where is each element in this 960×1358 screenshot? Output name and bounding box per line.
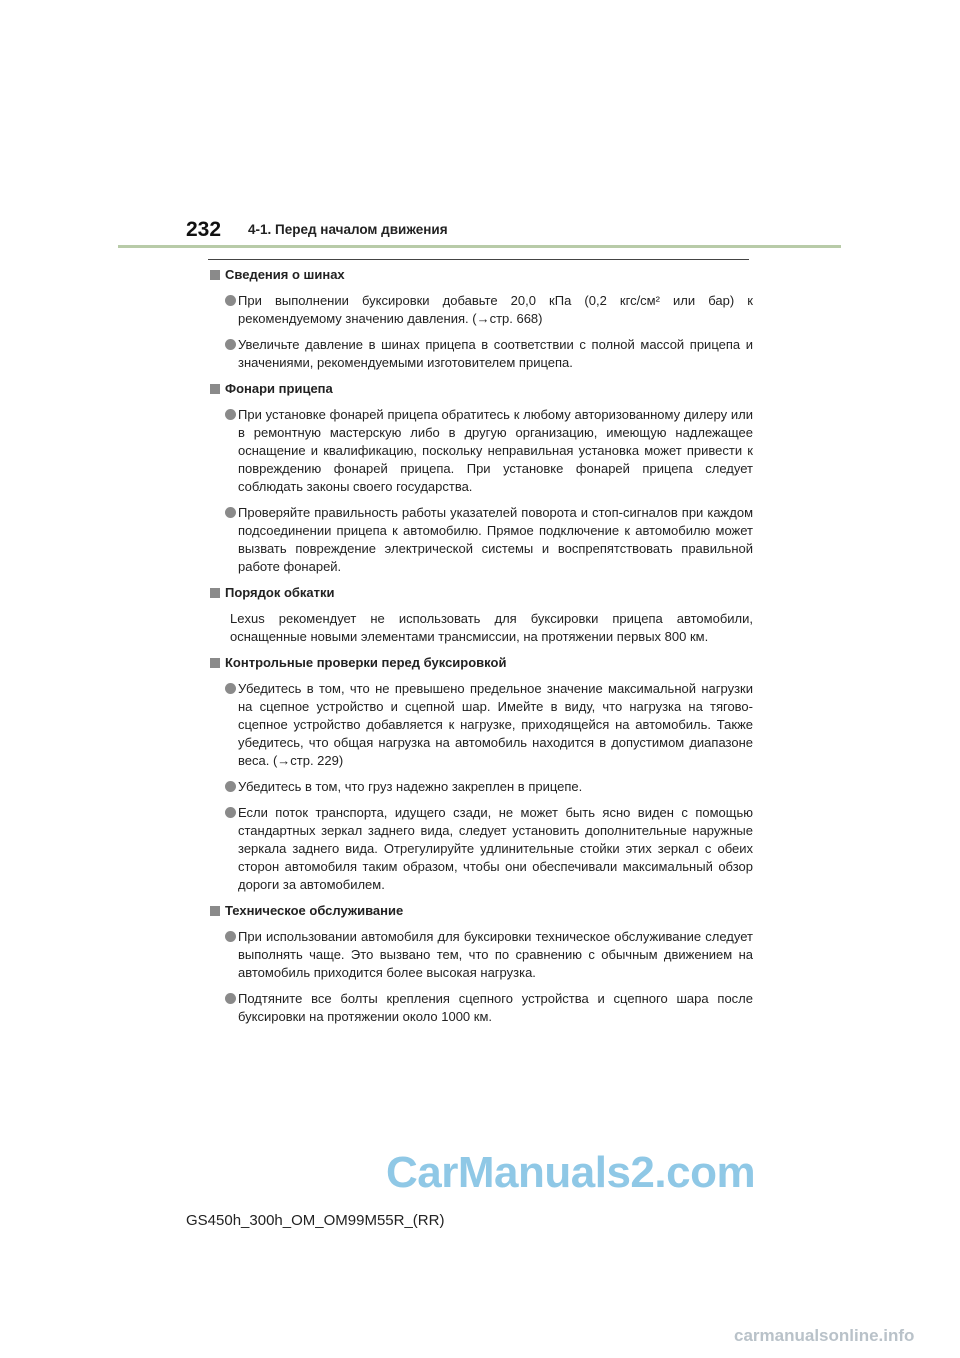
bullet-item [208, 990, 753, 1026]
circle-bullet-icon [225, 807, 236, 818]
square-bullet-icon [210, 658, 220, 668]
square-bullet-icon [210, 384, 220, 394]
bullet-item [208, 292, 753, 328]
section-heading [208, 902, 753, 920]
circle-bullet-icon [225, 409, 236, 420]
section-heading [208, 584, 753, 602]
circle-bullet-icon [225, 931, 236, 942]
bullet-item [208, 778, 753, 796]
section-heading [208, 266, 753, 284]
bullet-text: При выполнении буксировки добавьте 20,0 кПа (0,2 кгс/см² или бар) к рекомендуемому значению давления. (→стр. 668) [238, 293, 753, 326]
section-title: 4-1. Перед началом движения [248, 222, 448, 237]
circle-bullet-icon [225, 507, 236, 518]
bullet-text: Подтяните все болты крепления сцепного устройства и сцепного шара после буксировки на протяжении около 1000 км. [238, 991, 753, 1024]
section-heading [208, 654, 753, 672]
bullet-text: При установке фонарей прицепа обратитесь к любому авторизованному дилеру или в ремонтную мастерскую либо в другую организацию, имеющую надлежащее оснащение и квалификацию, поскольку неправильная установка может привести к повреждению фонарей прицепа. При установке фонарей прицепа следует соблюдать законы своего государства. [238, 407, 753, 494]
bullet-item [208, 504, 753, 576]
paragraph: Lexus рекомендует не использовать для буксировки прицепа автомобили, оснащенные новыми элементами трансмиссии, на протяжении первых 800 км. [230, 611, 753, 644]
bullet-text: Увеличьте давление в шинах прицепа в соответствии с полной массой прицепа и значениями, рекомендуемыми изготовителем прицепа. [238, 337, 753, 370]
bullet-text: Если поток транспорта, идущего сзади, не может быть ясно виден с помощью стандартных зеркал заднего вида, следует установить дополнительные наружные зеркала заднего вида. Отрегулируйте удлинительные стойки этих зеркал с обеих сторон автомобиля таким образом, чтобы они обеспечивали максимальный обзор дороги за автомобилем. [238, 805, 753, 892]
bullet-item [208, 336, 753, 372]
heading-text: Сведения о шинах [225, 267, 345, 282]
section-heading [208, 380, 753, 398]
bullet-text: При использовании автомобиля для буксировки техническое обслуживание следует выполнять чаще. Это вызвано тем, что по сравнению с обычным движением на автомобиль приходится более высокая нагрузка. [238, 929, 753, 980]
bullet-text: Проверяйте правильность работы указателей поворота и стоп-сигналов при каждом подсоединении прицепа к автомобилю. Прямое подключение к автомобилю может вызвать повреждение электрической системы и воспрепятствовать правильной работе фонарей. [238, 505, 753, 574]
heading-text: Контрольные проверки перед буксировкой [225, 655, 507, 670]
circle-bullet-icon [225, 781, 236, 792]
content-top-rule [208, 259, 749, 260]
square-bullet-icon [210, 906, 220, 916]
bullet-item [208, 928, 753, 982]
page-content [208, 266, 753, 1034]
bullet-text: Убедитесь в том, что груз надежно закреплен в прицепе. [238, 779, 583, 794]
circle-bullet-icon [225, 339, 236, 350]
square-bullet-icon [210, 270, 220, 280]
circle-bullet-icon [225, 295, 236, 306]
heading-text: Техническое обслуживание [225, 903, 404, 918]
watermark-site: carmanualsonline.info [734, 1326, 915, 1345]
bullet-item [208, 680, 753, 770]
bullet-text: Убедитесь в том, что не превышено предельное значение максимальной нагрузки на сцепное устройство и сцепной шар. Имейте в виду, что нагрузка на тягово-сцепное устройство добавляется к нагрузке, приходящейся на автомобиль. Также убедитесь, что общая нагрузка на автомобиль находится в допустимом диапазоне веса. (→стр. 229) [238, 681, 753, 768]
heading-text: Фонари прицепа [225, 381, 333, 396]
heading-text: Порядок обкатки [225, 585, 335, 600]
document-code: GS450h_300h_OM_OM99M55R_(RR) [186, 1212, 445, 1229]
watermark-logo: CarManuals2.com [386, 1148, 756, 1197]
circle-bullet-icon [225, 683, 236, 694]
page-number: 232 [186, 218, 222, 241]
header-divider [118, 245, 841, 248]
square-bullet-icon [210, 588, 220, 598]
bullet-item [208, 804, 753, 894]
bullet-item [208, 406, 753, 496]
circle-bullet-icon [225, 993, 236, 1004]
